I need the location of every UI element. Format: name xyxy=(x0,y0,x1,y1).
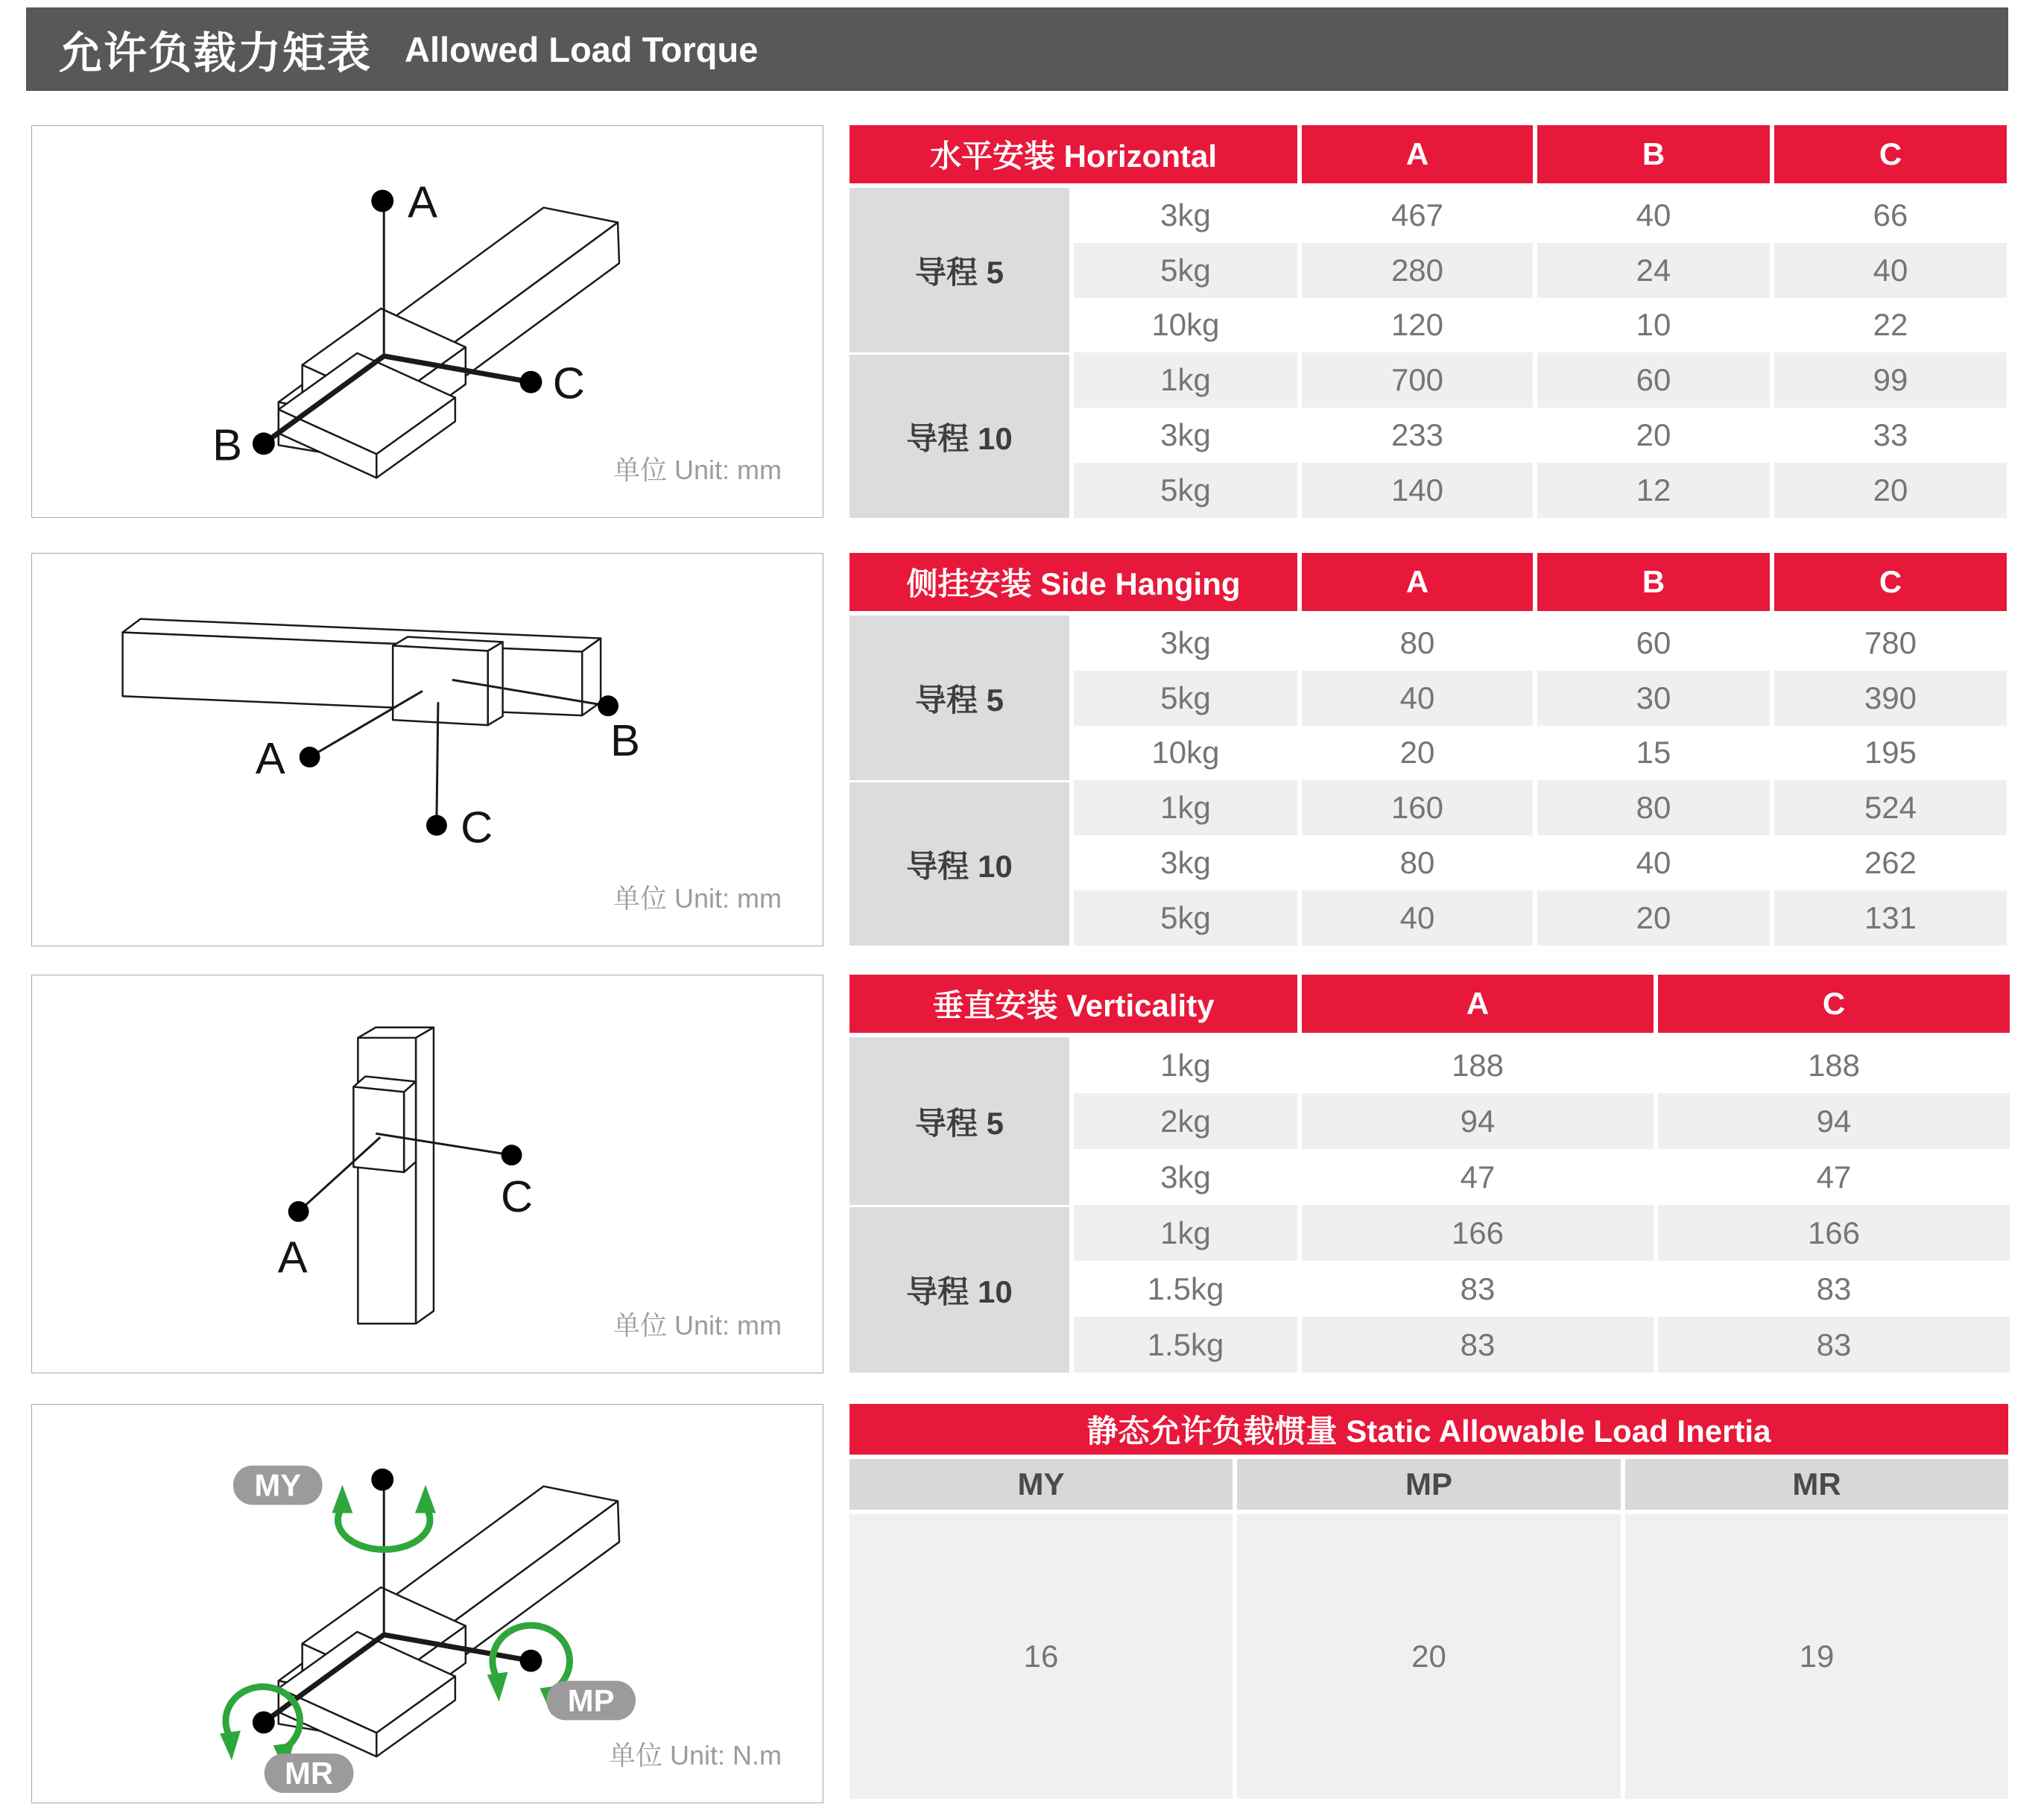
weight-cell: 10kg xyxy=(1074,298,1297,353)
col-header-my: MY xyxy=(849,1459,1233,1510)
col-header-b: B xyxy=(1537,125,1770,183)
weight-cell: 1kg xyxy=(1074,1205,1297,1261)
axis-b-label: B xyxy=(610,715,640,765)
value-cell: 188 xyxy=(1302,1037,1654,1093)
weight-cell: 5kg xyxy=(1074,243,1297,298)
value-cell: 60 xyxy=(1537,352,1770,408)
value-cell: 19 xyxy=(1625,1514,2008,1799)
table-load-inertia-header xyxy=(849,1459,2008,1510)
value-cell: 700 xyxy=(1302,352,1533,408)
value-cell: 390 xyxy=(1774,671,2007,726)
axis-c-dot xyxy=(501,1145,522,1165)
diagram-horizontal-mounting xyxy=(31,125,823,518)
value-cell: 10 xyxy=(1537,298,1770,353)
value-cell: 40 xyxy=(1302,890,1533,946)
axis-c-dot xyxy=(520,371,542,393)
value-cell: 80 xyxy=(1302,616,1533,671)
table-load-inertia-body xyxy=(849,1514,2008,1799)
mr-badge-label: MR xyxy=(285,1756,334,1791)
col-header-c: C xyxy=(1774,553,2007,611)
value-cell: 160 xyxy=(1302,780,1533,835)
carriage-3d xyxy=(279,1587,466,1756)
diagram-load-inertia-axes xyxy=(31,1404,823,1803)
value-cell: 40 xyxy=(1774,243,2007,298)
value-cell: 83 xyxy=(1302,1261,1654,1317)
page-title-zh: 允许负载力矩表 xyxy=(59,29,373,77)
carriage-3d xyxy=(393,637,502,726)
col-header-a: A xyxy=(1302,125,1533,183)
table-verticality xyxy=(849,975,2008,1373)
my-badge-label: MY xyxy=(254,1467,302,1503)
col-header-c: C xyxy=(1774,125,2007,183)
value-cell: 20 xyxy=(1774,463,2007,518)
group-label-lead5: 导程 5 xyxy=(849,616,1069,780)
axis-b-dot xyxy=(253,432,275,455)
weight-cell: 3kg xyxy=(1074,616,1297,671)
table-load-inertia xyxy=(849,1404,2008,1799)
value-cell: 16 xyxy=(849,1514,1233,1799)
value-cell: 166 xyxy=(1302,1205,1654,1261)
value-cell: 20 xyxy=(1537,408,1770,463)
col-header-mr: MR xyxy=(1625,1459,2008,1510)
group-label-lead5: 导程 5 xyxy=(849,188,1069,352)
col-header-mp: MP xyxy=(1237,1459,1621,1510)
yaw-axis-dot xyxy=(371,1469,393,1491)
group-label-lead5: 导程 5 xyxy=(849,1037,1069,1205)
value-cell: 83 xyxy=(1658,1261,2010,1317)
weight-cell: 3kg xyxy=(1074,1149,1297,1205)
page-title-bar xyxy=(26,7,2008,91)
value-cell: 24 xyxy=(1537,243,1770,298)
group-label-lead10: 导程 10 xyxy=(849,780,1069,945)
value-cell: 47 xyxy=(1658,1149,2010,1205)
axis-b-dot xyxy=(598,695,618,716)
weight-cell: 5kg xyxy=(1074,671,1297,726)
value-cell: 467 xyxy=(1302,188,1533,243)
weight-cell: 1kg xyxy=(1074,780,1297,835)
value-cell: 12 xyxy=(1537,463,1770,518)
value-cell: 262 xyxy=(1774,835,2007,890)
col-header-b: B xyxy=(1537,553,1770,611)
weight-cell: 5kg xyxy=(1074,890,1297,946)
table-title-cell: 垂直安装 Verticality xyxy=(849,975,1297,1033)
value-cell: 47 xyxy=(1302,1149,1654,1205)
table-title-cell: 静态允许负载惯量 Static Allowable Load Inertia xyxy=(849,1404,2008,1455)
diagram-vertical-mounting xyxy=(31,975,823,1373)
table-side-hanging-body xyxy=(849,616,2008,946)
value-cell: 33 xyxy=(1774,408,2007,463)
rail-3d xyxy=(123,619,601,716)
axis-c-line xyxy=(437,702,438,817)
value-cell: 188 xyxy=(1658,1037,2010,1093)
axis-c-label: C xyxy=(461,802,493,852)
table-horizontal-body xyxy=(849,188,2008,518)
mp-badge xyxy=(546,1681,636,1721)
value-cell: 80 xyxy=(1537,780,1770,835)
value-cell: 80 xyxy=(1302,835,1533,890)
axis-c-dot xyxy=(426,815,447,836)
axis-c-label: C xyxy=(500,1171,534,1221)
axis-a-label: A xyxy=(408,177,437,227)
carriage-3d xyxy=(279,309,466,478)
value-cell: 40 xyxy=(1537,188,1770,243)
carriage-3d xyxy=(353,1076,416,1172)
unit-label: 单位 Unit: N.m xyxy=(608,1740,782,1771)
unit-label: 单位 Unit: mm xyxy=(613,455,782,485)
my-badge xyxy=(233,1466,323,1505)
page-title-en: Allowed Load Torque xyxy=(405,29,759,69)
col-header-c: C xyxy=(1658,975,2010,1033)
value-cell: 83 xyxy=(1302,1317,1654,1373)
value-cell: 20 xyxy=(1237,1514,1621,1799)
value-cell: 233 xyxy=(1302,408,1533,463)
value-cell: 140 xyxy=(1302,463,1533,518)
value-cell: 780 xyxy=(1774,616,2007,671)
unit-label: 单位 Unit: mm xyxy=(613,1310,782,1341)
value-cell: 280 xyxy=(1302,243,1533,298)
col-header-a: A xyxy=(1302,975,1654,1033)
col-header-a: A xyxy=(1302,553,1533,611)
table-horizontal-header xyxy=(849,125,2008,183)
value-cell: 131 xyxy=(1774,890,2007,946)
value-cell: 99 xyxy=(1774,352,2007,408)
rail-3d xyxy=(358,1028,434,1324)
value-cell: 120 xyxy=(1302,298,1533,353)
table-horizontal xyxy=(849,125,2008,518)
axis-a-label: A xyxy=(277,1232,308,1282)
value-cell: 30 xyxy=(1537,671,1770,726)
axis-a-dot xyxy=(371,190,393,212)
group-label-lead10: 导程 10 xyxy=(849,352,1069,517)
mr-badge xyxy=(265,1753,354,1793)
value-cell: 40 xyxy=(1537,835,1770,890)
weight-cell: 1kg xyxy=(1074,352,1297,408)
table-side-hanging-header xyxy=(849,553,2008,611)
diagram-side-hanging xyxy=(31,553,823,946)
value-cell: 20 xyxy=(1302,726,1533,781)
weight-cell: 1.5kg xyxy=(1074,1261,1297,1317)
axis-b-label: B xyxy=(212,420,242,470)
axis-c-label: C xyxy=(552,358,585,408)
value-cell: 94 xyxy=(1302,1093,1654,1149)
axis-a-label: A xyxy=(255,733,285,783)
table-verticality-body xyxy=(849,1037,2008,1373)
weight-cell: 1kg xyxy=(1074,1037,1297,1093)
table-verticality-header xyxy=(849,975,2008,1033)
unit-label: 单位 Unit: mm xyxy=(613,883,782,914)
axis-a-dot xyxy=(300,747,320,768)
value-cell: 83 xyxy=(1658,1317,2010,1373)
roll-axis-dot xyxy=(253,1711,275,1733)
weight-cell: 5kg xyxy=(1074,463,1297,518)
weight-cell: 3kg xyxy=(1074,835,1297,890)
mp-badge-label: MP xyxy=(567,1683,615,1718)
value-cell: 66 xyxy=(1774,188,2007,243)
group-label-lead10: 导程 10 xyxy=(849,1205,1069,1373)
value-cell: 94 xyxy=(1658,1093,2010,1149)
weight-cell: 1.5kg xyxy=(1074,1317,1297,1373)
weight-cell: 3kg xyxy=(1074,188,1297,243)
table-side-hanging xyxy=(849,553,2008,946)
weight-cell: 3kg xyxy=(1074,408,1297,463)
pitch-axis-dot xyxy=(520,1650,542,1672)
table-title-cell: 侧挂安装 Side Hanging xyxy=(849,553,1297,611)
weight-cell: 10kg xyxy=(1074,726,1297,781)
value-cell: 22 xyxy=(1774,298,2007,353)
value-cell: 195 xyxy=(1774,726,2007,781)
value-cell: 524 xyxy=(1774,780,2007,835)
weight-cell: 2kg xyxy=(1074,1093,1297,1149)
value-cell: 60 xyxy=(1537,616,1770,671)
value-cell: 15 xyxy=(1537,726,1770,781)
axis-a-dot xyxy=(288,1201,309,1222)
value-cell: 166 xyxy=(1658,1205,2010,1261)
value-cell: 40 xyxy=(1302,671,1533,726)
table-title-cell: 水平安装 Horizontal xyxy=(849,125,1297,183)
value-cell: 20 xyxy=(1537,890,1770,946)
